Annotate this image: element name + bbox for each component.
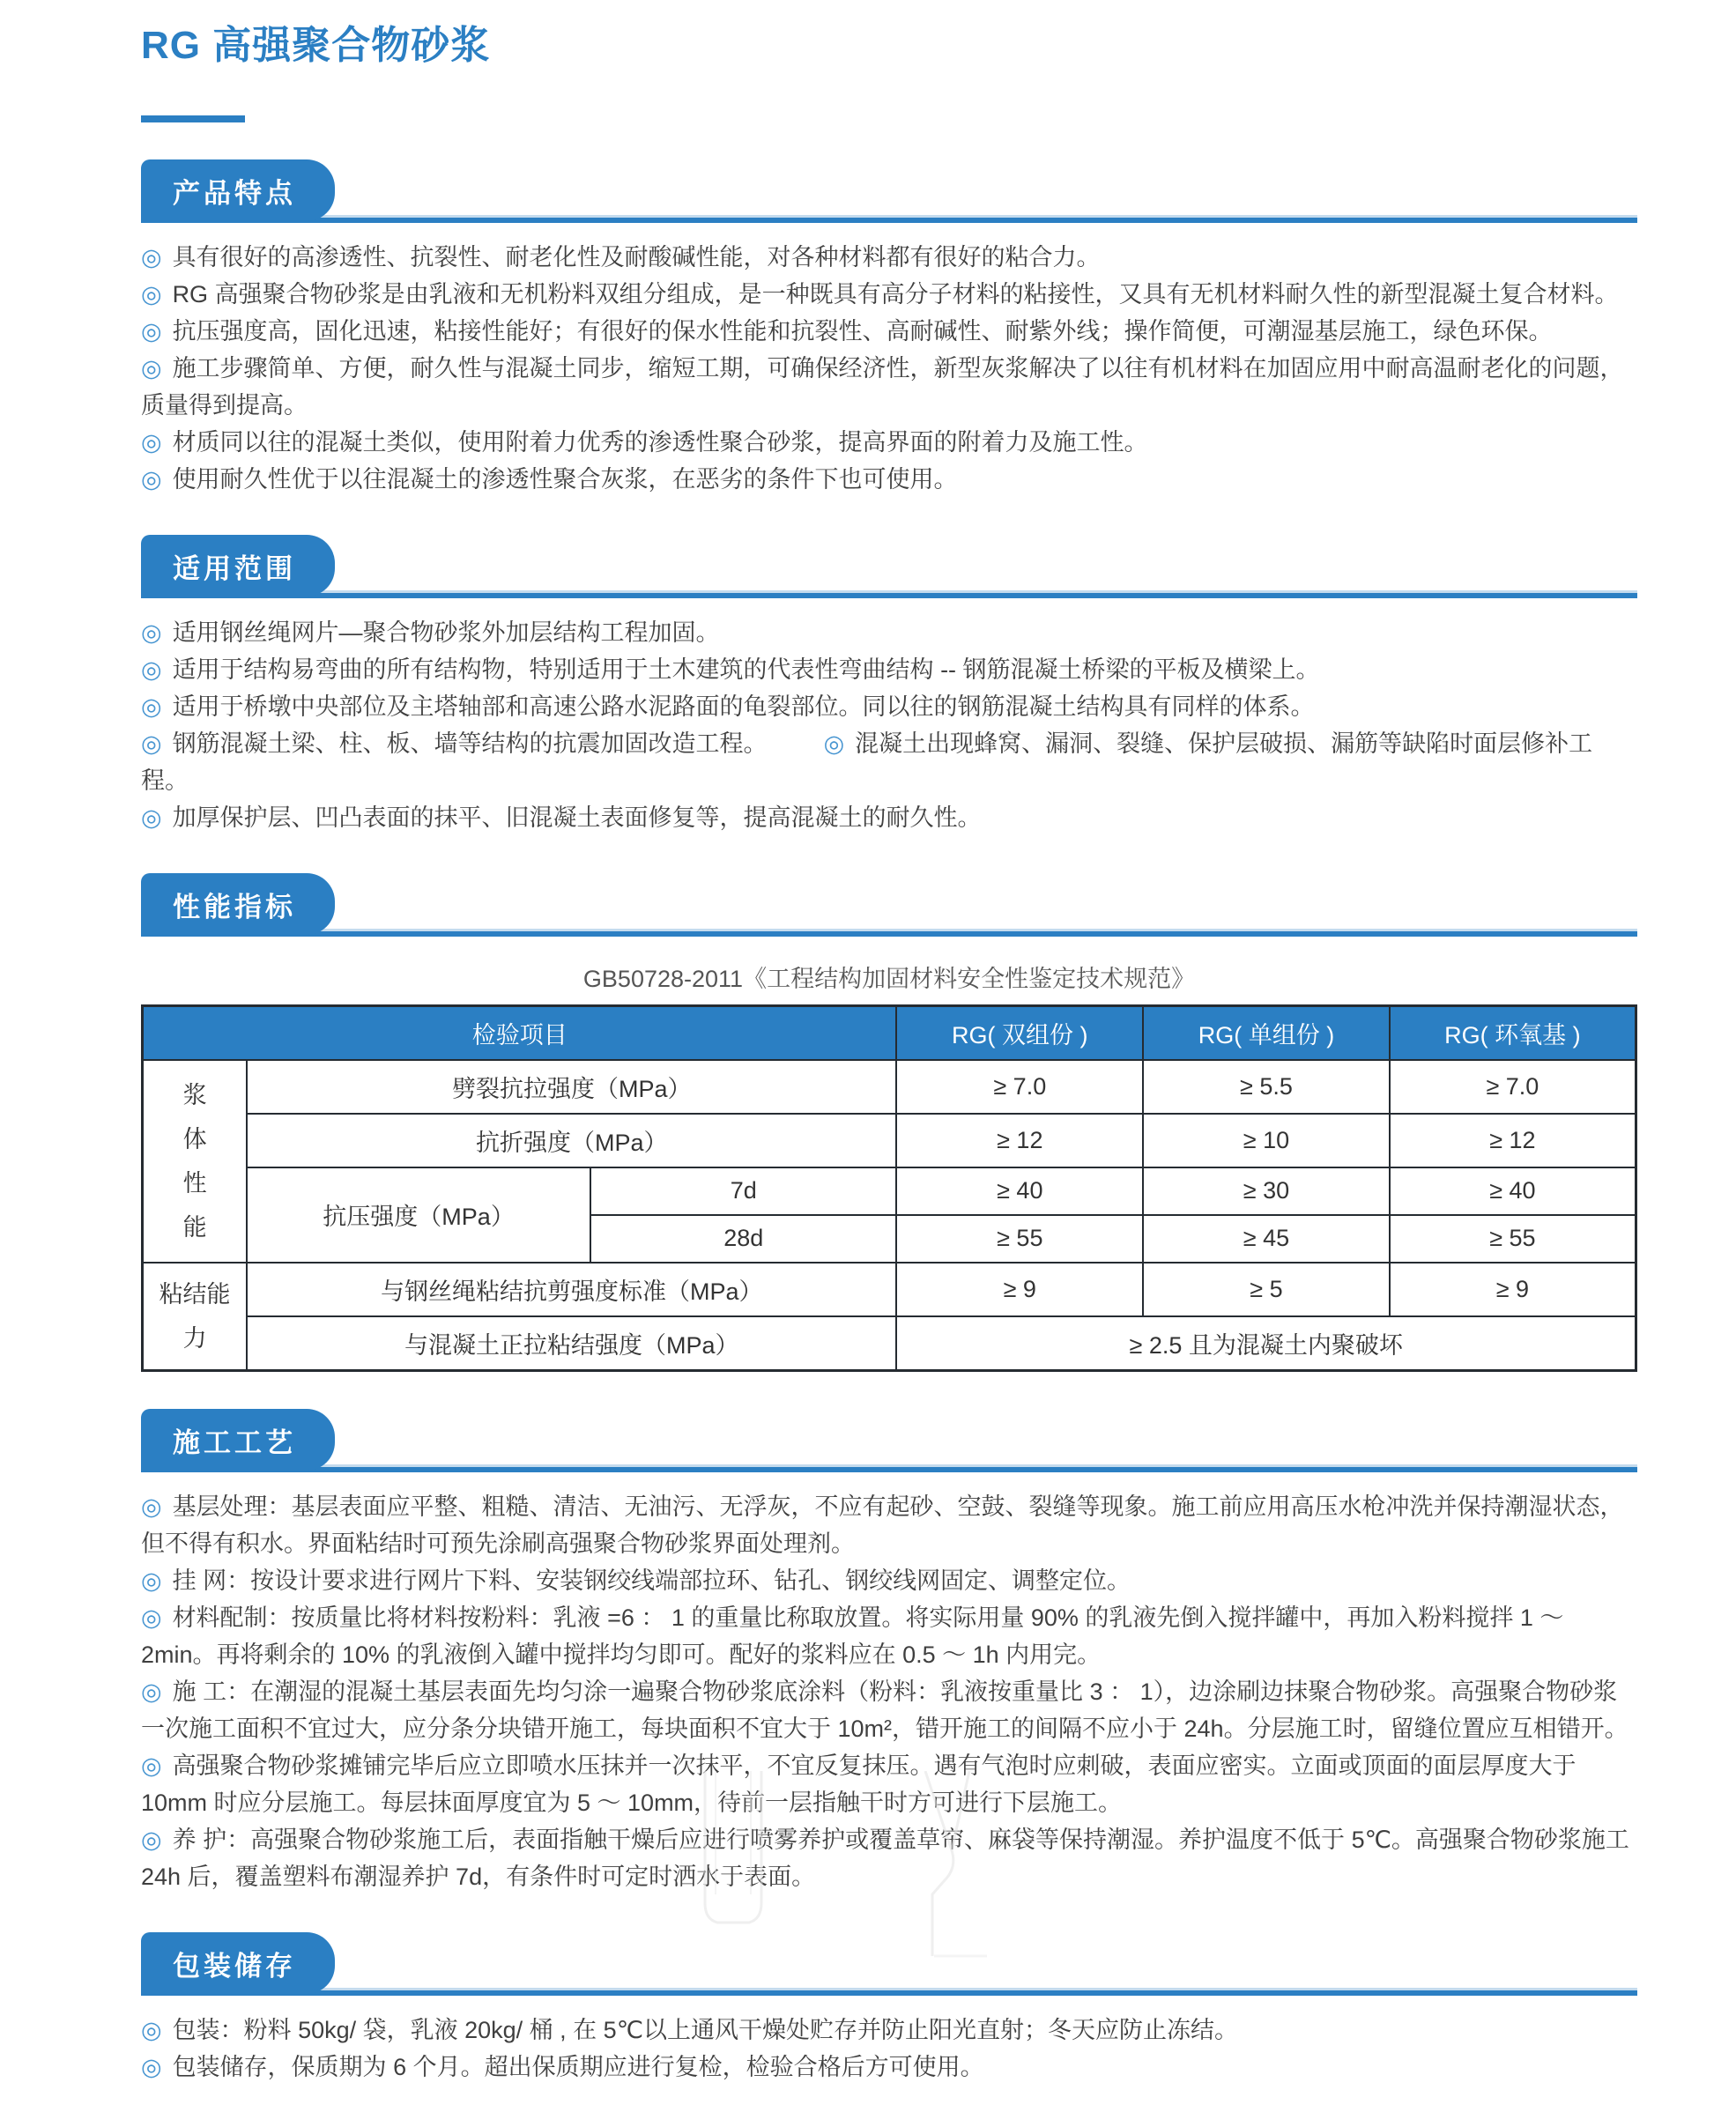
group-label-line: 性 bbox=[182, 1169, 207, 1197]
table-row bbox=[143, 1114, 1636, 1167]
bullet-item bbox=[141, 461, 1637, 498]
bullet-item bbox=[141, 1488, 1637, 1562]
section-badge-performance: 性能指标 bbox=[141, 873, 335, 935]
bullet-text: 施工步骤简单、方便，耐久性与混凝土同步，缩短工期，可确保经济性，新型灰浆解决了以往有机材料在加固应用中耐高温耐老化的问题，质量得到提高。 bbox=[141, 354, 1624, 419]
bottle-outline bbox=[705, 1771, 761, 1923]
section-badge-scope: 适用范围 bbox=[141, 535, 335, 597]
bullet-text: 养 护：高强聚合物砂浆施工后，表面指触干燥后应进行喷雾养护或覆盖草帘、麻袋等保持潮湿。养护温度不低于 5℃。高强聚合物砂浆施工 24h 后，覆盖塑料布潮湿养护 7d，有条件时可定时洒水于表面。 bbox=[141, 1826, 1629, 1890]
bullet-item bbox=[141, 651, 1637, 688]
bullet-text: 材料配制：按质量比将材料按粉料：乳液 =6 ： 1 的重量比称取放置。将实际用量 90% 的乳液先倒入搅拌罐中，再加入粉料搅拌 1 ～ 2min。再将剩余的 10% 的乳液倒入罐中搅拌均匀即可。配好的浆料应在 0.5 ～ 1h 内用完。 bbox=[141, 1604, 1564, 1668]
value-cell: ≥ 7.0 bbox=[1390, 1060, 1636, 1114]
section-rule bbox=[141, 218, 1637, 223]
bullet-item bbox=[141, 276, 1637, 313]
bullet-item bbox=[141, 424, 1637, 461]
col-header-rg-epoxy: RG( 环氧基 ) bbox=[1390, 1005, 1636, 1060]
bullet-icon: ◎ bbox=[141, 619, 162, 646]
section-badge-process: 施工工艺 bbox=[141, 1409, 335, 1471]
bullet-text: RG 高强聚合物砂浆是由乳液和无机粉料双组分组成，是一种既具有高分子材料的粘接性，又具有无机材料耐久性的新型混凝土复合材料。 bbox=[172, 280, 1619, 308]
value-cell: ≥ 10 bbox=[1143, 1114, 1390, 1167]
value-cell: ≥ 5.5 bbox=[1143, 1060, 1390, 1114]
bullet-text: 包装储存，保质期为 6 个月。超出保质期应进行复检，检验合格后方可使用。 bbox=[172, 2053, 984, 2080]
bullet-item bbox=[141, 239, 1637, 276]
item-cell: 劈裂抗拉强度（MPa） bbox=[247, 1060, 896, 1114]
bullet-item bbox=[141, 1562, 1637, 1599]
features-bullet-list bbox=[141, 239, 1637, 498]
group-label-line: 能 bbox=[182, 1213, 207, 1241]
bullet-text: 包装：粉料 50kg/ 袋，乳液 20kg/ 桶 , 在 5℃以上通风干燥处贮存并防止阳光直射；冬天应防止冻结。 bbox=[172, 2016, 1239, 2043]
bullet-item bbox=[141, 1673, 1637, 1747]
row-group-label-bond bbox=[143, 1263, 248, 1371]
bullet-icon: ◎ bbox=[141, 428, 162, 456]
bullet-icon: ◎ bbox=[141, 2016, 162, 2043]
value-cell: ≥ 9 bbox=[896, 1263, 1143, 1316]
glass-outline bbox=[925, 1771, 969, 1956]
col-header-rg-dual: RG( 双组份 ) bbox=[896, 1005, 1143, 1060]
bullet-icon: ◎ bbox=[141, 656, 162, 683]
bullet-text: 使用耐久性优于以往混凝土的渗透性聚合灰浆，在恶劣的条件下也可使用。 bbox=[172, 465, 958, 493]
bullet-item bbox=[141, 313, 1637, 350]
section-rule bbox=[141, 1990, 1637, 1996]
row-group-label-paste bbox=[143, 1060, 248, 1263]
bullet-text: 加厚保护层、凹凸表面的抹平、旧混凝土表面修复等，提高混凝土的耐久性。 bbox=[172, 804, 982, 831]
table-header-row bbox=[143, 1005, 1636, 1060]
group-label-line: 体 bbox=[182, 1125, 207, 1152]
value-cell: ≥ 40 bbox=[896, 1167, 1143, 1215]
sub-cell: 7d bbox=[590, 1167, 896, 1215]
value-cell: ≥ 7.0 bbox=[896, 1060, 1143, 1114]
value-cell: ≥ 55 bbox=[896, 1215, 1143, 1263]
item-cell: 抗折强度（MPa） bbox=[247, 1114, 896, 1167]
bullet-item bbox=[141, 1599, 1637, 1673]
bullet-icon: ◎ bbox=[141, 1678, 162, 1705]
section-rule bbox=[141, 931, 1637, 937]
item-cell: 与混凝土正拉粘结强度（MPa） bbox=[247, 1316, 896, 1371]
packaging-bullet-list bbox=[141, 2012, 1637, 2086]
bullet-text: 高强聚合物砂浆摊铺完毕后应立即喷水压抹并一次抹平，不宜反复抹压。遇有气泡时应刺破，表面应密实。立面或顶面的面层厚度大于 10mm 时应分层施工。每层抹面厚度宜为 5 ～ 10mm，待前一层指触干时方可进行下层施工。 bbox=[141, 1752, 1576, 1816]
bullet-item bbox=[141, 2049, 1637, 2086]
section-badge-packaging: 包装储存 bbox=[141, 1932, 335, 1994]
bullet-icon: ◎ bbox=[141, 730, 162, 757]
bullet-icon: ◎ bbox=[141, 317, 162, 345]
bullet-icon: ◎ bbox=[141, 693, 162, 720]
value-cell: ≥ 12 bbox=[896, 1114, 1143, 1167]
col-header-rg-single: RG( 单组份 ) bbox=[1143, 1005, 1390, 1060]
table-row bbox=[143, 1316, 1636, 1371]
bottle-inner-lines bbox=[716, 1771, 751, 1894]
value-cell: ≥ 40 bbox=[1390, 1167, 1636, 1215]
section-header-performance bbox=[141, 873, 1637, 937]
bullet-icon: ◎ bbox=[141, 1493, 162, 1520]
table-row bbox=[143, 1167, 1636, 1215]
value-cell: ≥ 45 bbox=[1143, 1215, 1390, 1263]
bullet-icon: ◎ bbox=[823, 730, 845, 757]
bullet-item bbox=[141, 2012, 1637, 2049]
group-label-line: 浆 bbox=[182, 1081, 207, 1108]
bullet-icon: ◎ bbox=[141, 804, 162, 831]
value-cell: ≥ 5 bbox=[1143, 1263, 1390, 1316]
section-header-features bbox=[141, 159, 1637, 223]
bullet-icon: ◎ bbox=[141, 465, 162, 493]
group-label-line: 力 bbox=[182, 1324, 207, 1352]
value-cell: ≥ 12 bbox=[1390, 1114, 1636, 1167]
col-header-item: 检验项目 bbox=[143, 1005, 897, 1060]
section-header-process bbox=[141, 1409, 1637, 1472]
bullet-text: 抗压强度高，固化迅速，粘接性能好；有很好的保水性能和抗裂性、高耐碱性、耐紫外线；操作简便，可潮湿基层施工，绿色环保。 bbox=[172, 317, 1553, 345]
bullet-text: 混凝土出现蜂窝、漏洞、裂缝、保护层破损、漏筋等缺陷时面层修补工程。 bbox=[141, 730, 1593, 794]
bullet-icon: ◎ bbox=[141, 2053, 162, 2080]
bullet-item bbox=[141, 350, 1637, 424]
bullet-text: 基层处理：基层表面应平整、粗糙、清洁、无油污、无浮灰，不应有起砂、空鼓、裂缝等现象。施工前应用高压水枪冲洗并保持潮湿状态，但不得有积水。界面粘结时可预先涂刷高强聚合物砂浆界面处理剂。 bbox=[141, 1493, 1624, 1557]
bullet-icon: ◎ bbox=[141, 1752, 162, 1779]
value-cell: ≥ 30 bbox=[1143, 1167, 1390, 1215]
scope-bullet-list bbox=[141, 614, 1637, 836]
table-row bbox=[143, 1060, 1636, 1114]
value-cell: ≥ 55 bbox=[1390, 1215, 1636, 1263]
group-label-line: 粘结能 bbox=[159, 1280, 231, 1308]
bullet-item-dual bbox=[141, 725, 1637, 799]
bullet-item bbox=[141, 614, 1637, 651]
bullet-text: 材质同以往的混凝土类似，使用附着力优秀的渗透性聚合砂浆，提高界面的附着力及施工性。 bbox=[172, 428, 1148, 456]
section-rule bbox=[141, 593, 1637, 598]
section-header-scope bbox=[141, 535, 1637, 598]
title-underline bbox=[141, 115, 245, 122]
watermark-decoration bbox=[670, 1771, 1040, 1965]
bullet-icon: ◎ bbox=[141, 354, 162, 382]
bullet-item bbox=[141, 799, 1637, 836]
bullet-text: 适用钢丝绳网片—聚合物砂浆外加层结构工程加固。 bbox=[172, 619, 720, 646]
bullet-text: 挂 网：按设计要求进行网片下料、安装钢绞线端部拉环、钻孔、钢绞线网固定、调整定位。 bbox=[172, 1567, 1131, 1594]
section-rule bbox=[141, 1467, 1637, 1472]
table-row bbox=[143, 1263, 1636, 1316]
bullet-text: 适用于桥墩中央部位及主塔轴部和高速公路水泥路面的龟裂部位。同以往的钢筋混凝土结构具有同样的体系。 bbox=[172, 693, 1315, 720]
performance-table bbox=[141, 1004, 1637, 1372]
bullet-item bbox=[141, 688, 1637, 725]
bullet-icon: ◎ bbox=[141, 280, 162, 308]
value-cell: ≥ 9 bbox=[1390, 1263, 1636, 1316]
bullet-icon: ◎ bbox=[141, 1604, 162, 1631]
bullet-text: 施 工：在潮湿的混凝土基层表面先均匀涂一遍聚合物砂浆底涂料（粉料：乳液按重量比 3 ： 1），边涂刷边抹聚合物砂浆。高强聚合物砂浆一次施工面积不宜过大，应分条分块错开施工，每块面积不宜大于 10m²，错开施工的间隔不应小于 24h。分层施工时，留缝位置应互相错开。 bbox=[141, 1678, 1628, 1742]
bullet-text: 具有很好的高渗透性、抗裂性、耐老化性及耐酸碱性能，对各种材料都有很好的粘合力。 bbox=[172, 243, 1101, 270]
item-cell-compressive: 抗压强度（MPa） bbox=[247, 1167, 590, 1263]
bullet-icon: ◎ bbox=[141, 1567, 162, 1594]
sub-cell: 28d bbox=[590, 1215, 896, 1263]
bullet-text: 钢筋混凝土梁、柱、板、墙等结构的抗震加固改造工程。 bbox=[172, 730, 768, 757]
page-title: RG 高强聚合物砂浆 bbox=[141, 24, 491, 67]
table-caption: GB50728-2011《工程结构加固材料安全性鉴定技术规范》 bbox=[582, 965, 1196, 992]
section-badge-features: 产品特点 bbox=[141, 159, 335, 221]
bullet-icon: ◎ bbox=[141, 243, 162, 270]
merged-value-cell: ≥ 2.5 且为混凝土内聚破坏 bbox=[896, 1316, 1636, 1371]
bullet-text: 适用于结构易弯曲的所有结构物，特别适用于土木建筑的代表性弯曲结构 -- 钢筋混凝土桥梁的平板及横梁上。 bbox=[172, 656, 1320, 683]
item-cell: 与钢丝绳粘结抗剪强度标准（MPa） bbox=[247, 1263, 896, 1316]
bullet-pair-left bbox=[141, 730, 768, 757]
bullet-icon: ◎ bbox=[141, 1826, 162, 1853]
